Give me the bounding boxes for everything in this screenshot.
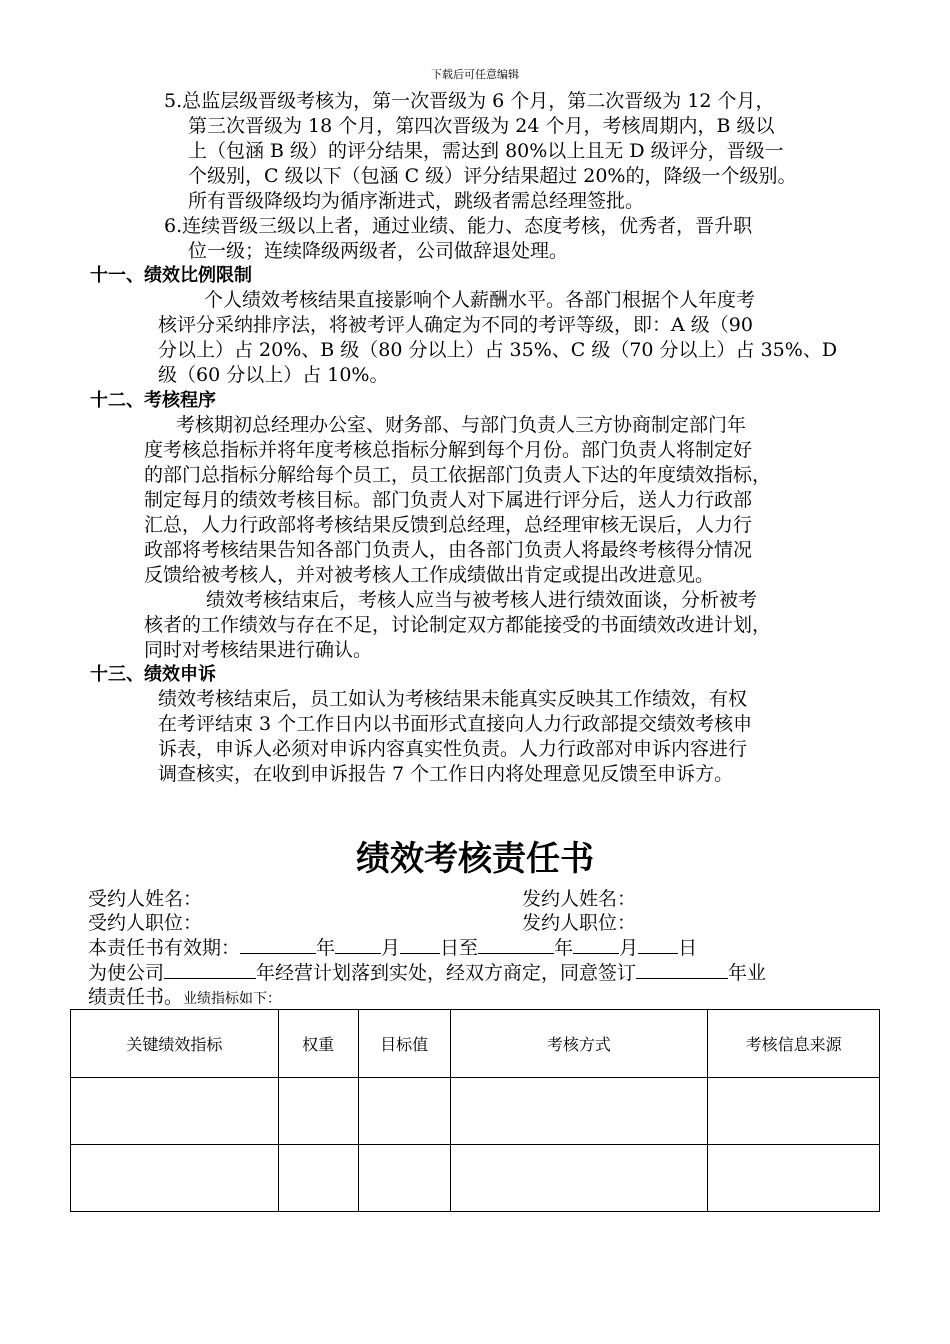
validity-label: 本责任书有效期： — [88, 937, 241, 959]
month-unit: 月 — [381, 937, 401, 959]
section12-p1-line-3: 的部门总指标分解给每个员工，员工依据部门负责人下达的年度绩效指标， — [144, 464, 772, 486]
table-cell[interactable] — [708, 1145, 880, 1212]
start-month-blank[interactable] — [335, 935, 381, 954]
table-cell[interactable] — [450, 1145, 708, 1212]
purpose-line — [88, 960, 766, 986]
table-cell[interactable] — [278, 1145, 358, 1212]
kpi-header-row — [71, 1010, 880, 1078]
kpi-header-method: 考核方式 — [450, 1010, 708, 1078]
section13-line-3: 诉表，申诉人必须对申诉内容真实性负责。人力行政部对申诉内容进行 — [158, 738, 748, 760]
table-cell[interactable] — [358, 1145, 450, 1212]
kpi-header-target: 目标值 — [358, 1010, 450, 1078]
month-unit: 月 — [619, 937, 639, 959]
purpose-middle: 年经营计划落到实处，经双方商定，同意签订 — [256, 962, 637, 984]
purpose-line-2 — [88, 985, 281, 1012]
item5-line-3: 上（包涵 B 级）的评分结果，需达到 80%以上且无 D 级评分，晋级一 — [188, 140, 784, 162]
table-row — [71, 1145, 880, 1212]
kpi-table — [70, 1009, 880, 1212]
section12-p2-line-2: 核者的工作绩效与存在不足，讨论制定双方都能接受的书面绩效改进计划， — [144, 614, 772, 636]
kpi-header-source: 考核信息来源 — [708, 1010, 880, 1078]
validity-line — [88, 935, 697, 961]
recipient-name-label: 受约人姓名： — [88, 888, 203, 910]
section13-line-1: 绩效考核结束后，员工如认为考核结果未能真实反映其工作绩效，有权 — [158, 688, 748, 710]
section12-p2-line-1: 绩效考核结束后，考核人应当与被考核人进行绩效面谈，分析被考 — [206, 589, 758, 611]
table-cell[interactable] — [708, 1078, 880, 1145]
item5-line-5: 所有晋级降级均为循序渐进式，跳级者需总经理签批。 — [188, 190, 645, 212]
section12-p1-line-2: 度考核总指标并将年度考核总指标分解到每个月份。部门负责人将制定好 — [144, 439, 753, 461]
recipient-position-label: 受约人职位： — [88, 912, 203, 934]
section12-p1-line-1: 考核期初总经理办公室、财务部、与部门负责人三方协商制定部门年 — [176, 414, 747, 436]
table-cell[interactable] — [358, 1078, 450, 1145]
table-cell[interactable] — [71, 1145, 279, 1212]
table-cell[interactable] — [450, 1078, 708, 1145]
section11-line-3: 分以上）占 20%、B 级（80 分以上）占 35%、C 级（70 分以上）占 35%、D — [158, 339, 838, 361]
kpi-intro-text: 业绩指标如下： — [183, 991, 282, 1007]
item5-line-2: 第三次晋级为 18 个月，第四次晋级为 24 个月，考核周期内，B 级以 — [188, 115, 775, 137]
purpose-suffix: 年业 — [728, 962, 767, 984]
table-row — [71, 1078, 880, 1145]
section12-p1-line-5: 汇总，人力行政部将考核结果反馈到总经理，总经理审核无误后，人力行 — [144, 514, 753, 536]
table-cell[interactable] — [278, 1078, 358, 1145]
day-unit: 日 — [678, 937, 698, 959]
item5-line-1: 5.总监层级晋级考核为，第一次晋级为 6 个月，第二次晋级为 12 个月， — [164, 90, 775, 112]
plan-year-blank[interactable] — [164, 960, 256, 979]
section12-p1-line-7: 反馈给被考核人，并对被考核人工作成绩做出肯定或提出改进意见。 — [144, 564, 715, 586]
contract-year-blank[interactable] — [636, 960, 728, 979]
section12-p1-line-6: 政部将考核结果告知各部门负责人，由各部门负责人将最终考核得分情况 — [144, 539, 753, 561]
download-watermark: 下载后可任意编辑 — [431, 68, 519, 81]
section11-heading: 十一、绩效比例限制 — [90, 265, 252, 286]
day-to-text: 日至 — [440, 937, 479, 959]
kpi-header-indicator: 关键绩效指标 — [71, 1010, 279, 1078]
section12-p1-line-4: 制定每月的绩效考核目标。部门负责人对下属进行评分后，送人力行政部 — [144, 489, 753, 511]
contract-title: 绩效考核责任书 — [356, 839, 594, 879]
year-unit: 年 — [316, 937, 336, 959]
section11-line-2: 核评分采纳排序法，将被考评人确定为不同的考评等级，即：A 级（90 — [158, 314, 753, 336]
item6-line-2: 位一级；连续降级两级者，公司做辞退处理。 — [188, 240, 569, 262]
table-cell[interactable] — [71, 1078, 279, 1145]
section13-line-4: 调查核实，在收到申诉报告 7 个工作日内将处理意见反馈至申诉方。 — [158, 763, 734, 785]
end-year-blank[interactable] — [478, 935, 554, 954]
start-year-blank[interactable] — [240, 935, 316, 954]
year-unit: 年 — [554, 937, 574, 959]
issuer-name-label: 发约人姓名： — [522, 888, 637, 910]
item6-line-1: 6.连续晋级三级以上者，通过业绩、能力、态度考核，优秀者，晋升职 — [164, 215, 753, 237]
end-month-blank[interactable] — [573, 935, 619, 954]
kpi-header-weight: 权重 — [278, 1010, 358, 1078]
purpose-prefix: 为使公司 — [88, 962, 165, 984]
start-day-blank[interactable] — [400, 935, 440, 954]
section13-line-2: 在考评结束 3 个工作日内以书面形式直接向人力行政部提交绩效考核申 — [158, 713, 753, 735]
end-day-blank[interactable] — [638, 935, 678, 954]
issuer-position-label: 发约人职位： — [522, 912, 637, 934]
contract-line2-main: 绩责任书。 — [88, 986, 184, 1008]
item5-line-4: 个级别，C 级以下（包涵 C 级）评分结果超过 20%的，降级一个级别。 — [188, 165, 797, 187]
section13-heading: 十三、绩效申诉 — [90, 664, 216, 685]
section11-line-4: 级（60 分以上）占 10%。 — [158, 364, 389, 386]
section12-heading: 十二、考核程序 — [90, 390, 216, 411]
section12-p2-line-3: 同时对考核结果进行确认。 — [144, 639, 373, 661]
section11-line-1: 个人绩效考核结果直接影响个人薪酬水平。各部门根据个人年度考 — [204, 289, 756, 311]
